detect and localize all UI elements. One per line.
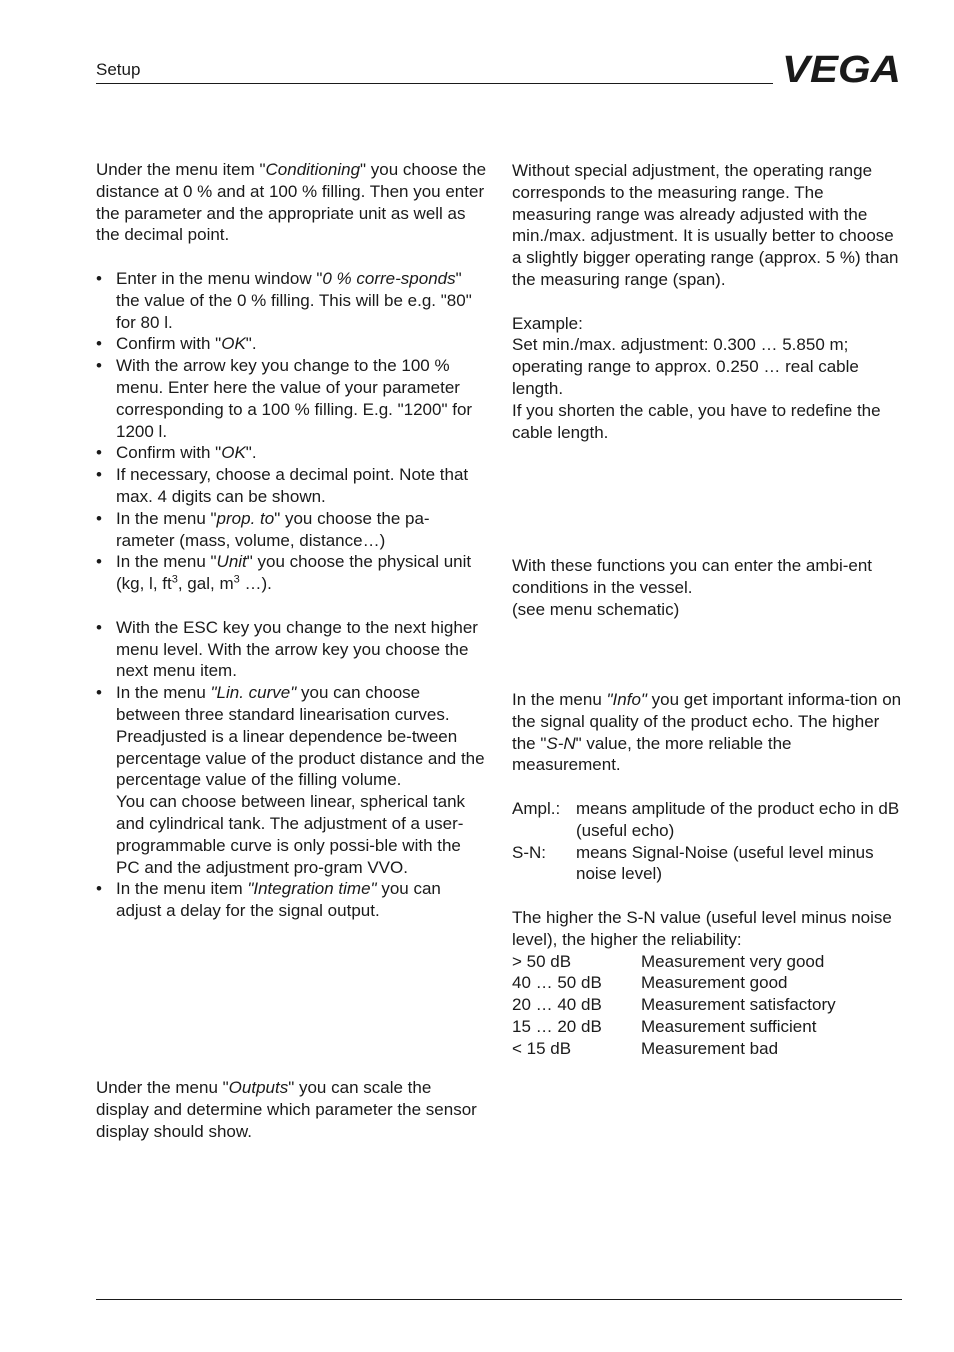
text-run: ". [245, 334, 257, 354]
svg-text:VEGA: VEGA [782, 52, 901, 84]
definition-desc: means Signal-Noise (useful level minus noise level) [576, 842, 874, 884]
definition-term: S-N: [512, 842, 546, 862]
text-run: With the ESC key you change to the next higher menu level. With the arrow key you choose the next menu item. [116, 617, 478, 681]
quality-range: 40 … 50 dB [512, 973, 602, 993]
emphasis-text: "Integration time" [247, 879, 377, 899]
info-section [512, 689, 904, 1060]
quality-table [512, 951, 904, 1060]
text-run: In the menu item [116, 879, 248, 899]
text-run: " you can scale the display and determine which parameter the sensor display should show. [96, 1078, 477, 1141]
text-run: Preadjusted is a linear dependence be-tween percentage value of the product distance and the percentage value of the filling volume. [116, 726, 485, 790]
text-run: ". [245, 443, 257, 463]
definition-desc: means amplitude of the product echo in dB (useful echo) [576, 798, 900, 840]
outputs-section [96, 1077, 488, 1142]
list-item [96, 508, 488, 552]
example-title: Example: [512, 313, 583, 333]
page-section-label: Setup [96, 60, 141, 79]
list-item [96, 268, 488, 333]
quality-row [512, 1016, 904, 1038]
quality-range: > 50 dB [512, 951, 572, 971]
list-item [96, 878, 488, 922]
conditioning-steps-list [96, 268, 488, 595]
list-item-paragraph [116, 682, 488, 726]
quality-rating: Measurement good [641, 973, 788, 993]
text-run: you can adjust a delay for the signal output. [116, 879, 441, 921]
example-line: Set min./max. adjustment: 0.300 … 5.850 m; operating range to approx. 0.250 … real cable length. [512, 335, 859, 398]
text-run: Enter in the menu window " [116, 268, 323, 288]
conditioning-paragraph [96, 159, 488, 246]
emphasis-text: Conditioning [265, 160, 361, 179]
emphasis-text: "Lin. curve" [210, 683, 297, 703]
emphasis-text: prop. to [216, 508, 275, 528]
definition-row [512, 842, 904, 886]
quality-row [512, 972, 904, 994]
list-item [96, 333, 488, 355]
quality-row [512, 994, 904, 1016]
list-item [96, 682, 488, 878]
list-item-paragraph [116, 791, 488, 878]
quality-row [512, 1038, 904, 1060]
text-run: " you choose the physical unit (kg, l, ft [116, 552, 472, 594]
vega-logo [782, 52, 902, 84]
list-item-paragraph [116, 726, 488, 791]
quality-range: 20 … 40 dB [512, 995, 602, 1015]
text-run: , gal, m [177, 574, 234, 594]
text-run: You can choose between linear, spherical tank and cylindrical tank. The adjustment of a user-programmable curve is only possi-ble with the PC and the adjustment pro-gram VVO. [116, 792, 466, 877]
list-item [96, 355, 488, 442]
definition-term: Ampl.: [512, 798, 561, 818]
quality-rating: Measurement bad [641, 1038, 779, 1058]
list-item-paragraph [116, 617, 488, 682]
quality-rating: Measurement sufficient [641, 1016, 817, 1036]
text-run: In the menu [512, 690, 607, 709]
superscript-text: 3 [171, 573, 178, 586]
list-item [96, 442, 488, 464]
emphasis-text: Outputs [228, 1078, 289, 1097]
text-run: you can choose between three standard linearisation curves. [116, 683, 450, 724]
superscript-text: 3 [233, 573, 240, 586]
quality-row [512, 951, 904, 973]
operating-range-paragraph: Without special adjustment, the operating range corresponds to the measuring range. The measuring range was already adjusted with the min./max. adjustment. It is usually better to choose a slightly bigger operating range (approx. 5 %) than the measuring range (span). [512, 161, 899, 289]
text-run: " value, the more reliable the measurement. [512, 733, 792, 775]
info-paragraph [512, 689, 904, 776]
outputs-paragraph [96, 1077, 488, 1142]
text-run: …). [239, 574, 272, 594]
text-run: In the menu " [116, 552, 217, 572]
text-run: " the value of the 0 % filling. This will be e.g. "80" for 80 l. [116, 268, 472, 332]
quality-rating: Measurement very good [641, 951, 825, 971]
text-run: If necessary, choose a decimal point. Note that max. 4 digits can be shown. [116, 465, 469, 506]
quality-range: < 15 dB [512, 1038, 572, 1058]
ambient-note: (see menu schematic) [512, 599, 680, 619]
left-column [96, 159, 488, 922]
list-item [96, 464, 488, 508]
emphasis-text: OK [221, 443, 246, 463]
text-run: In the menu " [116, 508, 217, 528]
emphasis-text: "Info" [606, 690, 647, 709]
header-divider [96, 83, 773, 84]
text-run: " you choose the distance at 0 % and at 100 % filling. Then you enter the parameter and the appropriate unit as well as the decimal point. [96, 160, 487, 245]
quality-intro: The higher the S-N value (useful level minus noise level), the higher the reliability: [512, 907, 892, 949]
text-run: Confirm with " [116, 334, 222, 354]
text-run: In the menu [116, 683, 211, 703]
text-run: Confirm with " [116, 443, 222, 463]
definition-row [512, 798, 904, 842]
ambient-paragraph: With these functions you can enter the ambi-ent conditions in the vessel. [512, 556, 873, 597]
emphasis-text: Unit [216, 552, 247, 572]
example-line: If you shorten the cable, you have to redefine the cable length. [512, 400, 881, 442]
list-item [96, 551, 488, 595]
text-run: Under the menu item " [96, 160, 266, 179]
operating-range-section [512, 160, 904, 443]
text-run: you get important informa-tion on the signal quality of the product echo. The higher the " [512, 690, 902, 753]
quality-range: 15 … 20 dB [512, 1016, 602, 1036]
emphasis-text: 0 % corre-sponds [322, 268, 456, 288]
emphasis-text: S-N [546, 733, 576, 753]
quality-rating: Measurement satisfactory [641, 995, 836, 1015]
menu-navigation-list [96, 617, 488, 922]
emphasis-text: OK [221, 334, 246, 354]
text-run: Under the menu " [96, 1078, 229, 1097]
ambient-section [512, 555, 904, 620]
text-run: With the arrow key you change to the 100 % menu. Enter here the value of your parameter corresponding to a 100 % filling. E.g. "1200" for 1200 l. [116, 356, 473, 441]
footer-divider [96, 1299, 902, 1300]
list-item [96, 617, 488, 682]
list-item-paragraph [116, 878, 488, 922]
text-run: " you choose the pa-rameter (mass, volume, distance…) [116, 508, 430, 550]
